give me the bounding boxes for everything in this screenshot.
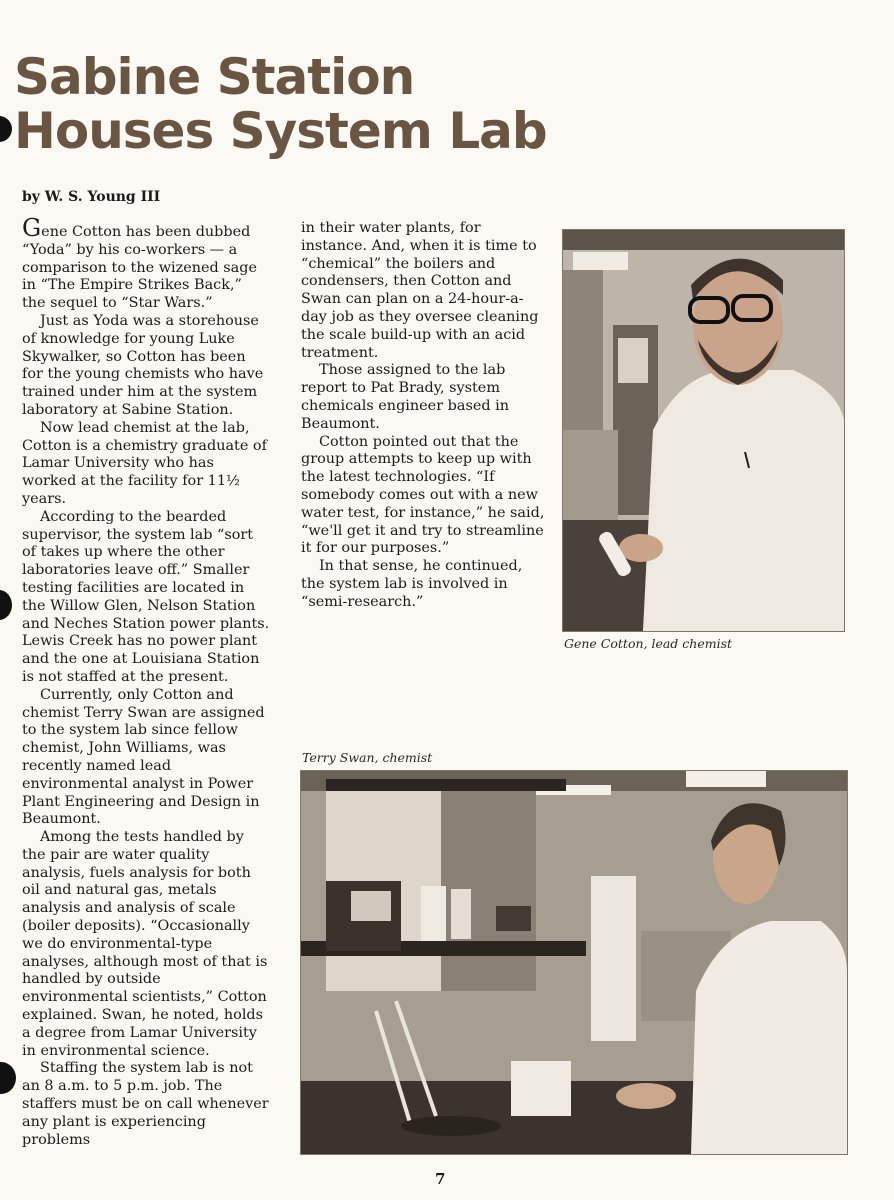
photo-terry-swan: [300, 770, 848, 1155]
byline: by W. S. Young III: [22, 189, 161, 205]
column1-paragraph: Currently, only Cotton and chemist Terry Swan are assigned to the system lab since fellow chemist, John Williams, was recently named lead environmental analyst in Power Plant Engineering and Design in Beaumont.: [22, 686, 265, 828]
column2-paragraph: In that sense, he continued, the system lab is involved in “semi-research.”: [301, 558, 523, 610]
article-column-2: [301, 220, 549, 612]
column1-paragraph: Now lead chemist at the lab, Cotton is a chemistry graduate of Lamar University who has worked at the facility for 11½ years.: [22, 419, 267, 507]
drop-cap: G: [22, 214, 42, 242]
headline-line-1: Sabine Station: [14, 48, 415, 106]
article-headline: [14, 50, 547, 158]
column2-paragraph: Those assigned to the lab report to Pat Brady, system chemicals engineer based in Beaumont.: [301, 362, 509, 432]
column1-paragraph: Gene Cotton has been dubbed “Yoda” by his co-workers — a comparison to the wizened sage in “The Empire Strikes Back,” the sequel to “Star Wars.”: [22, 214, 257, 312]
photo-caption-cotton: Gene Cotton, lead chemist: [564, 636, 733, 651]
article-column-1: [22, 214, 270, 1149]
column1-paragraph: Staffing the system lab is not an 8 a.m. to 5 p.m. job. The staffers must be on call whenever any plant is experiencing problems: [22, 1060, 269, 1148]
column1-paragraph: According to the bearded supervisor, the system lab “sort of takes up where the other laboratories leave off.” Smaller testing facilities are located in the Willow Glen, Nelson Station and Neches Station power plants. Lewis Creek has no power plant and the one at Louisiana Station is not staffed at the present.: [22, 508, 270, 685]
headline-line-2: Houses System Lab: [14, 102, 547, 160]
column1-paragraph: Just as Yoda was a storehouse of knowledge for young Luke Skywalker, so Cotton has been for the young chemists who have trained under him at the system laboratory at Sabine Station.: [22, 312, 264, 418]
column2-paragraph: in their water plants, for instance. And, when it is time to “chemical” the boilers and condensers, then Cotton and Swan can plan on a 24-hour-a-day job as they oversee cleaning the scale build-up with an acid treatment.: [301, 220, 539, 361]
photo-caption-swan: Terry Swan, chemist: [302, 750, 433, 765]
binder-hole-bottom: [0, 1062, 16, 1094]
column2-paragraph: Cotton pointed out that the group attempts to keep up with the latest technologies. “If somebody comes out with a new water test, for instance,” he said, “we'll get it and try to streamline it for our purposes.”: [301, 433, 545, 557]
binder-hole-top: [0, 116, 12, 142]
photo-gene-cotton: [562, 229, 845, 632]
column1-paragraph: Among the tests handled by the pair are water quality analysis, fuels analysis for both oil and natural gas, metals analysis and analysis of scale (boiler deposits). “Occasionally we do environmental-type analyses, although most of that is handled by outside environmental scientists,” Cotton explained. Swan, he noted, holds a degree from Lamar University in environmental science.: [22, 829, 268, 1059]
page-number: 7: [435, 1170, 446, 1188]
binder-hole-middle: [0, 590, 12, 620]
